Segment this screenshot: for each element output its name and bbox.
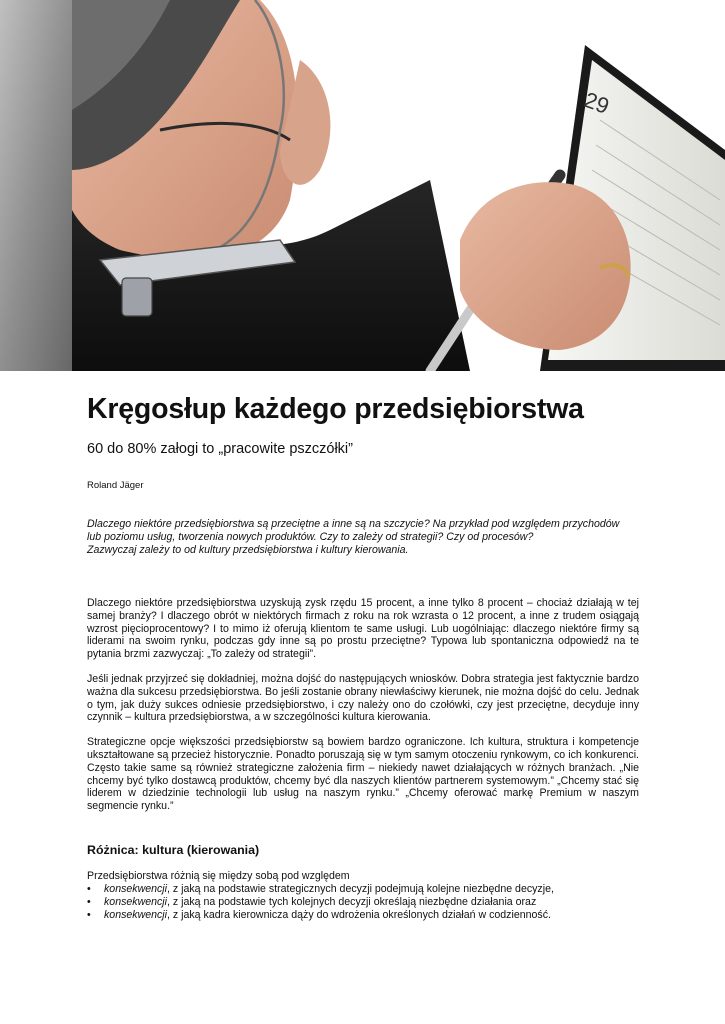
hero-photo: [0, 0, 725, 371]
list-item: [87, 896, 639, 909]
hero-illustration: [0, 0, 725, 371]
article: [87, 380, 639, 922]
list-item: [87, 909, 639, 922]
bullet-icon: •: [87, 908, 91, 921]
article-lead: [87, 518, 639, 557]
body-paragraph: Dlaczego niektóre przedsiębiorstwa uzyskują zysk rzędu 15 procent, a inne tylko 8 procent – chociaż działają w tej samej branży? I dlaczego obrót w niektórych firmach z roku na rok wzrasta o 12 procent, a inne z trudem osiągają wzrost pięcioprocentowy? I to mimo iż oferują klientom te same usługi. Lub uogólniając: dlaczego niektóre firmy są liderami na swoim rynku, podczas gdy inne są po prostu przeciętne? Typowa lub spontaniczna odpowiedź na te pytania brzmi zazwyczaj: „To zależy od strategii”.: [87, 597, 639, 661]
article-author: Roland Jäger: [87, 480, 144, 491]
section-heading: Różnica: kultura (kierowania): [87, 842, 260, 857]
lead-line: Zazwyczaj zależy to od kultury przedsiębiorstwa i kultury kierowania.: [87, 544, 409, 556]
bullet-list: [87, 883, 639, 922]
body-paragraph: Strategiczne opcje większości przedsiębiorstw są bowiem bardzo ograniczone. Ich kultura, struktura i kompetencje ukształtowane są przecież historycznie. Ponadto poruszają się w tym samym otoczeniu rynkowym, co ich konkurenci. Często takie same są również strategiczne założenia firm – niekiedy nawet działających w różnych branżach. „Nie chcemy być tylko dostawcą produktów, chcemy być dla naszych klientów partnerem systemowym.” „Chcemy stać się liderem w dziedzinie technologii lub usług na naszym rynku.” „Chcemy oferować markę Premium w naszym segmencie rynku.”: [87, 736, 639, 813]
bullet-icon: •: [87, 882, 91, 895]
article-title: Kręgosłup każdego przedsiębiorstwa: [87, 393, 584, 425]
article-subtitle: 60 do 80% załogi to „pracowite pszczółki”: [87, 441, 353, 457]
lead-line: lub poziomu usług, tworzenia nowych produktów. Czy to zależy od strategii? Czy od procesów?: [87, 531, 534, 543]
body-paragraph: Jeśli jednak przyjrzeć się dokładniej, można dojść do następujących wniosków. Dobra strategia jest faktycznie bardzo ważna dla sukcesu przedsiębiorstwa. Bo jeśli zostanie obrany niewłaściwy kierunek, nie można dojść do celu. Jednak o tym, jak duży sukces odniesie przedsiębiorstwo, i czy należy ono do czołówki, czy jest przeciętne, decyduje inny czynnik – kultura przedsiębiorstwa, a w szczególności kultura kierowania.: [87, 672, 639, 724]
list-item-text: , z jaką na podstawie strategicznych decyzji podejmują kolejne niezbędne decyzje,: [167, 882, 554, 895]
list-item: [87, 883, 639, 896]
list-item-term: konsekwencji: [104, 908, 168, 921]
bullet-icon: •: [87, 895, 91, 908]
list-item-term: konsekwencji: [104, 895, 168, 908]
list-intro: Przedsiębiorstwa różnią się między sobą pod względem: [87, 869, 350, 882]
list-item-term: konsekwencji: [104, 882, 168, 895]
lead-line: Dlaczego niektóre przedsiębiorstwa są przeciętne a inne są na szczycie? Na przykład pod względem przychodów: [87, 518, 620, 530]
list-item-text: , z jaką na podstawie tych kolejnych decyzji określają niezbędne działania oraz: [167, 895, 537, 908]
planner-date: 29: [580, 87, 613, 119]
list-item-text: , z jaką kadra kierownicza dąży do wdrożenia określonych działań w codzienność.: [167, 908, 551, 921]
